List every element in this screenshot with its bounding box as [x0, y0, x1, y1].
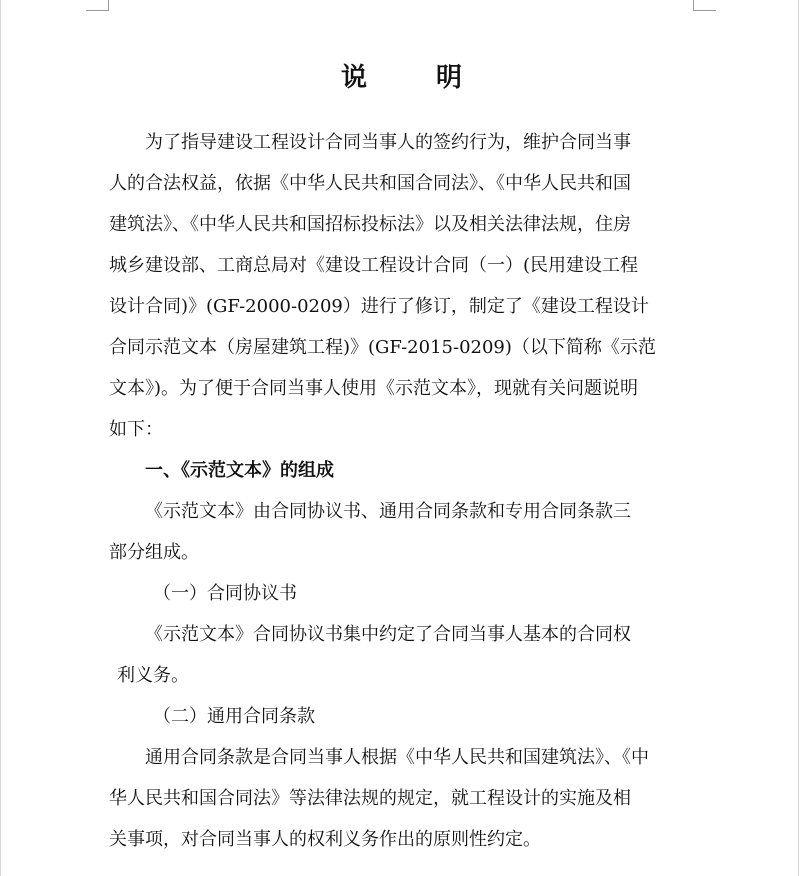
intro-line-1: 为了指导建设工程设计合同当事人的签约行为，维护合同当事 [145, 132, 631, 153]
document-title: 说 明 [340, 63, 493, 93]
margin-corner-mark-left [86, 0, 109, 11]
section-heading-composition: 一、《示范文本》的组成 [145, 460, 334, 481]
intro-line-5: 设计合同)》(GF-2000-0209）进行了修订，制定了《建设工程设计 [109, 296, 649, 317]
intro-line-2: 人的合法权益，依据《中华人民共和国合同法》、《中华人民共和国 [109, 173, 631, 194]
sub2-line-3: 关事项，对合同当事人的权利义务作出的原则性约定。 [109, 829, 541, 850]
intro-line-4: 城乡建设部、工商总局对《建设工程设计合同（一）(民用建设工程 [109, 255, 639, 276]
sub2-line-2: 华人民共和国合同法》等法律法规的规定，就工程设计的实施及相 [109, 788, 631, 809]
margin-corner-mark-right [693, 0, 716, 11]
section1-line-2: 部分组成。 [109, 542, 199, 563]
sub1-line-1: 《示范文本》合同协议书集中约定了合同当事人基本的合同权 [145, 624, 631, 645]
intro-line-3: 建筑法》、《中华人民共和国招标投标法》以及相关法律法规，住房 [109, 214, 631, 235]
intro-line-6: 合同示范文本（房屋建筑工程)》(GF-2015-0209)（以下简称《示范 [109, 337, 656, 358]
document-body[interactable] [109, 58, 694, 860]
subheading-agreement: （一）合同协议书 [153, 583, 297, 604]
sub1-line-2: 利义务。 [117, 665, 189, 686]
section1-line-1: 《示范文本》由合同协议书、通用合同条款和专用合同条款三 [145, 501, 631, 522]
intro-line-8: 如下： [109, 419, 163, 440]
sub2-line-1: 通用合同条款是合同当事人根据《中华人民共和国建筑法》、《中 [145, 747, 649, 768]
intro-line-7: 文本》)。为了便于合同当事人使用《示范文本》，现就有关问题说明 [109, 378, 639, 399]
subheading-general-terms: （二）通用合同条款 [153, 706, 315, 727]
